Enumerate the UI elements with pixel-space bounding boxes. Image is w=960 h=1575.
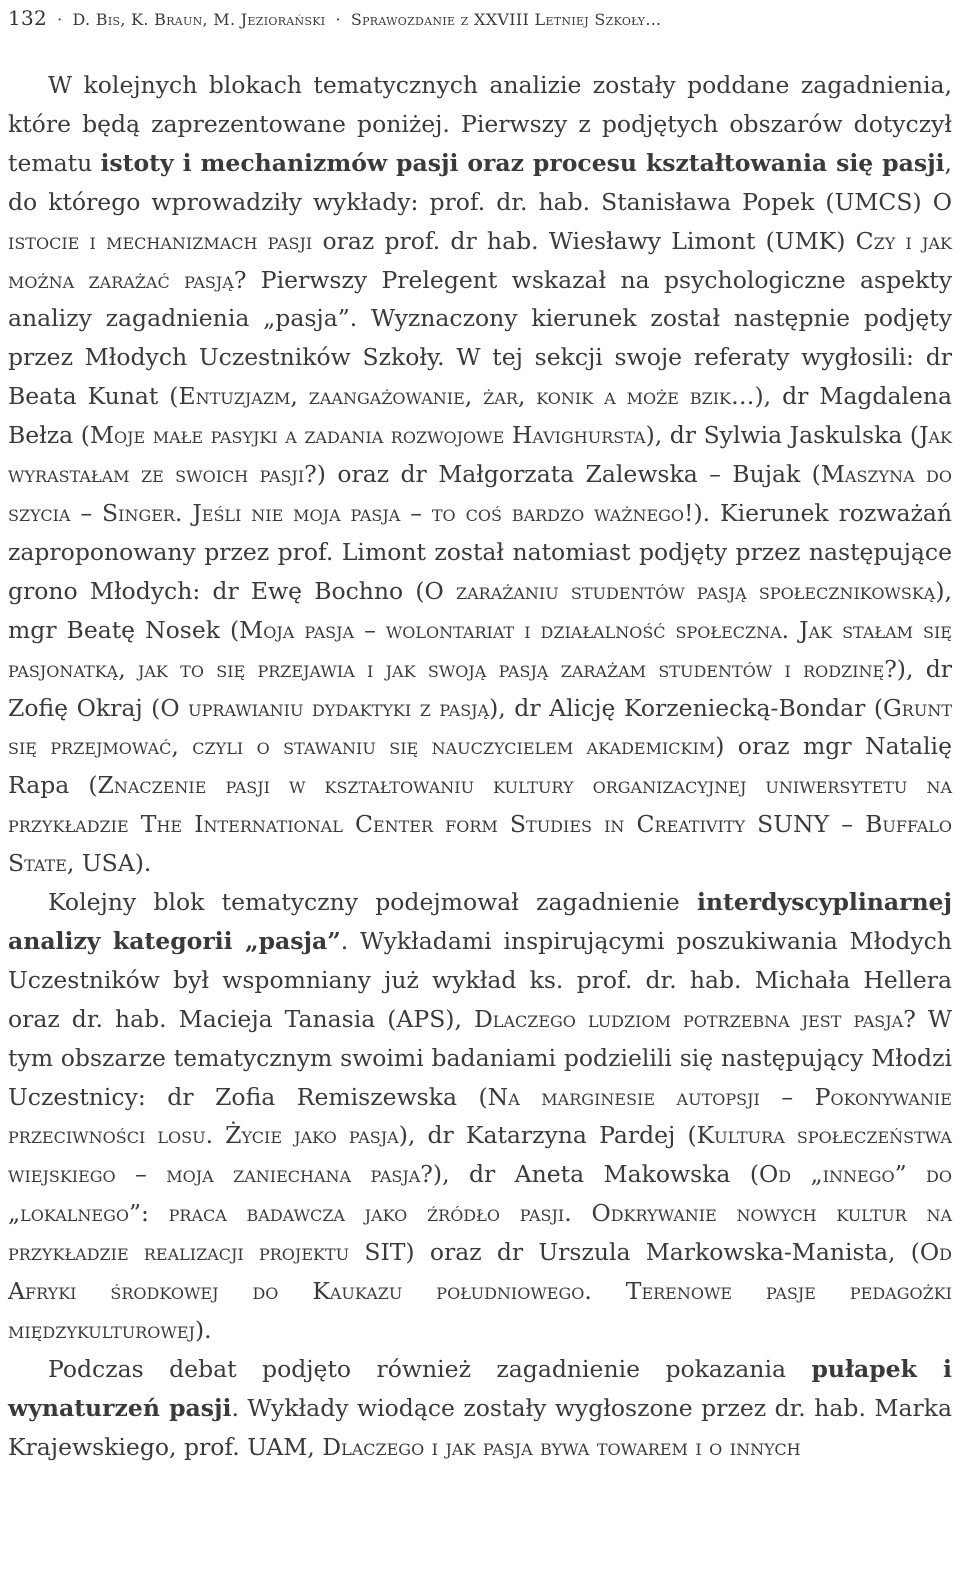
lecture-title: Grunt się przejmować, czyli o stawaniu się nauczycielem akademickim xyxy=(8,693,953,761)
running-header xyxy=(8,6,952,36)
lecture-title: Na marginesie autopsji – Pokonywanie przeciwności losu. Życie jako pasja xyxy=(8,1082,952,1150)
text-run: Kolejny blok tematyczny podejmował zagadnienie xyxy=(48,888,697,917)
lecture-title: Kultura społeczeństwa wiejskiego – moja zaniechana pasja? xyxy=(8,1121,952,1189)
text-run: oraz prof. dr hab. Wiesławy Limont (UMK) xyxy=(312,226,856,255)
text-run: ). xyxy=(134,849,152,878)
text-run: W kolejnych blokach tematycznych analizie zostały poddane zagadnienia, które będą zaprezentowane poniżej. Pierwszy z podjętych obszarów dotyczył tematu xyxy=(8,71,952,177)
body-text xyxy=(8,66,952,1467)
lecture-title: Czy i jak można zarażać pasją? xyxy=(8,226,952,294)
paragraph-3 xyxy=(8,1350,952,1467)
lecture-title: O zarażaniu studentów pasją społecznikowską xyxy=(424,576,936,605)
text-run: ), dr Aneta Makowska ( xyxy=(432,1160,760,1189)
text-run: . Wykładami inspirującymi poszukiwania Młodych Uczestników był wspomniany już wykład ks. prof. dr. hab. Michała Hellera oraz dr. hab. Macieja Tanasia (APS), xyxy=(8,926,952,1033)
bold-topic: istoty i mechanizmów pasji oraz procesu kształtowania się pasji xyxy=(100,148,945,177)
text-run: , do którego wprowadziły wykłady: prof. dr. hab. Stanisława Popek (UMCS) xyxy=(8,148,952,216)
text-run: ). xyxy=(194,1316,212,1344)
text-run: . Wykłady wiodące zostały wygłoszone przez dr. hab. Marka Krajewskiego, prof. UAM, xyxy=(8,1393,952,1461)
text-run: ) oraz mgr Natalię Rapa ( xyxy=(8,732,952,800)
lecture-title: Moje małe pasyjki a zadania rozwojowe Havighursta xyxy=(89,421,646,450)
lecture-title: Maszyna do szycia – Singer. Jeśli nie moja pasja – to coś bardzo ważnego! xyxy=(8,460,952,527)
text-run: Podczas debat podjęto również zagadnienie pokazania xyxy=(48,1354,812,1383)
text-run: ), mgr Beatę Nosek ( xyxy=(8,576,952,644)
text-run: ). Kierunek rozważań zaproponowany przez prof. Limont został natomiast podjęty przez następujące grono Młodych: dr Ewę Bochno ( xyxy=(8,498,952,605)
lecture-title: Od Afryki środkowej do Kaukazu południowego. Terenowe pasje pedagożki międzykulturowej xyxy=(8,1238,952,1344)
text-run: ), dr Katarzyna Pardej ( xyxy=(398,1121,697,1150)
lecture-title: O istocie i mechanizmach pasji xyxy=(8,187,952,255)
header-separator: · xyxy=(57,10,63,29)
header-separator: · xyxy=(335,10,341,29)
bold-topic: pułapek i wynaturzeń pasji xyxy=(8,1354,952,1422)
text-run: ), dr Zofię Okraj ( xyxy=(8,654,953,722)
text-run: ), dr Magdalena Bełza ( xyxy=(8,382,953,450)
paragraph-2 xyxy=(8,883,952,1350)
paragraph-1 xyxy=(8,66,952,883)
lecture-title: Znaczenie pasji w kształtowaniu kultury organizacyjnej uniwersytetu na przykładzie The International Center form Studies in Creativity SUNY – Buffalo State, USA xyxy=(8,771,952,878)
header-running-title: Sprawozdanie z XXVIII Letniej Szkoły… xyxy=(350,10,662,29)
lecture-title: Dlaczego ludziom potrzebna jest pasja? xyxy=(473,1004,916,1033)
page-number: 132 xyxy=(8,6,48,30)
bold-topic: interdyscyplinarnej analizy kategorii „pasja” xyxy=(8,888,952,955)
header-authors: D. Bis, K. Braun, M. Jeziorański xyxy=(72,10,326,29)
text-run: ) oraz dr Urszula Markowska-Manista, ( xyxy=(405,1238,920,1267)
lecture-title: Dlaczego i jak pasja bywa towarem i o innych xyxy=(322,1432,801,1461)
text-run: ), dr Sylwia Jaskulska ( xyxy=(645,421,920,450)
text-run: W tym obszarze tematycznym swoimi badaniami podzielili się następujący Młodzi Uczestnicy: dr Zofia Remiszewska ( xyxy=(8,1004,953,1111)
lecture-title: O uprawianiu dydaktyki z pasją xyxy=(160,693,490,722)
lecture-title: Od „innego” do „lokalnego”: praca badawcza jako źródło pasji. Odkrywanie nowych kultur na przykładzie realizacji projektu SIT xyxy=(8,1160,952,1267)
lecture-title: Moja pasja – wolontariat i działalność społeczna. Jak stałam się pasjonatką, jak to się przejawia i jak swoją pasją zarażam studentów i rodzinę? xyxy=(8,615,952,683)
text-run: ), dr Alicję Korzeniecką-Bondar ( xyxy=(489,693,884,722)
text-run: Pierwszy Prelegent wskazał na psychologiczne aspekty analizy zagadnienia „pasja”. Wyznaczony kierunek został następnie podjęty przez Młodych Uczestników Szkoły. W tej sekcji swoje referaty wygłosili: dr Beata Kunat ( xyxy=(8,265,952,411)
lecture-title: Jak wyrastałam ze swoich pasji? xyxy=(8,421,953,489)
text-run: ) oraz dr Małgorzata Zalewska – Bujak ( xyxy=(316,460,821,489)
lecture-title: Entuzjazm, zaangażowanie, żar, konik a może bzik… xyxy=(178,382,755,411)
